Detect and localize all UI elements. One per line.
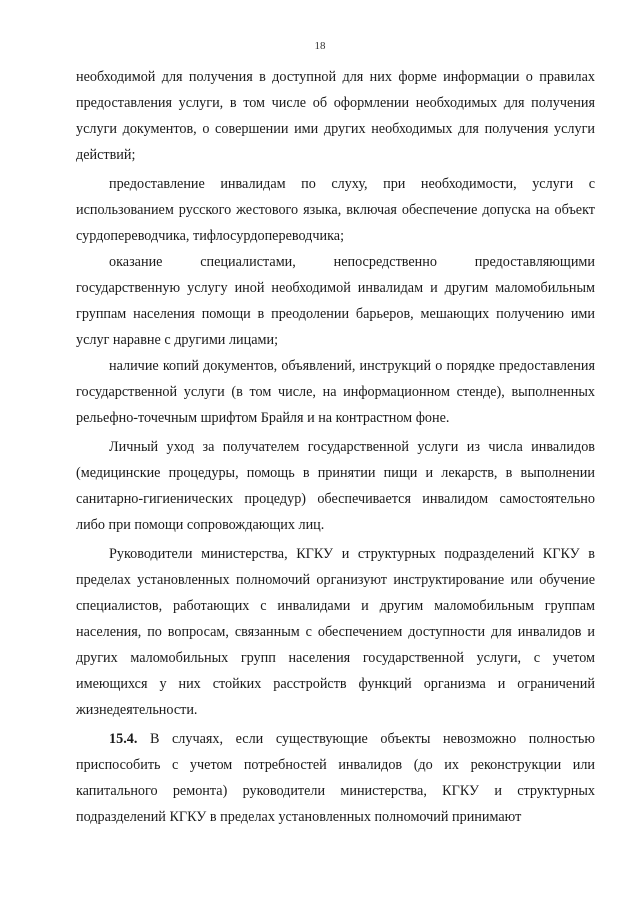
paragraph-staff-training: Руководители министерства, КГКУ и структурных подразделений КГКУ в пределах установленных полномочий организуют инструктирование или обучение специалистов, работающих с инвалидами и другим маломобильным группам населения, по вопросам, связанным с обеспечением доступности для инвалидов и других маломобильных групп населения государственной услуги, с учетом имеющихся у них стойких расстройств функций организма и ограничений жизнедеятельности. bbox=[76, 546, 595, 718]
document-body bbox=[76, 64, 595, 830]
section-number: 15.4. bbox=[109, 731, 138, 747]
paragraph-braille: наличие копий документов, объявлений, инструкций о порядке предоставления государственной услуги (в том числе, на информационном стенде), выполненных рельефно-точечным шрифтом Брайля и на контрастном фоне. bbox=[76, 358, 595, 426]
paragraph-assistance: оказание специалистами, непосредственно предоставляющими государственную услугу иной необходимой инвалидам и другим маломобильным группам населения помощи в преодолении барьеров, мешающих получению ими услуг наравне с другими лицами; bbox=[76, 254, 595, 348]
paragraph-continuation: необходимой для получения в доступной для них форме информации о правилах предоставления услуги, в том числе об оформлении необходимых для получения услуги документов, о совершении ими других необходимых для получения услуги действий; bbox=[76, 69, 595, 163]
paragraph-section-15-4 bbox=[76, 726, 595, 830]
paragraph-personal-care: Личный уход за получателем государственной услуги из числа инвалидов (медицинские процедуры, помощь в принятии пищи и лекарств, в выполнении санитарно-гигиенических процедур) обеспечивается инвалидом самостоятельно либо при помощи сопровождающих лиц. bbox=[76, 439, 595, 533]
paragraph-sign-language: предоставление инвалидам по слуху, при необходимости, услуги с использованием русского жестового языка, включая обеспечение допуска на объект сурдопереводчика, тифлосурдопереводчика; bbox=[76, 176, 595, 244]
page-number: 18 bbox=[314, 40, 326, 52]
section-text: В случаях, если существующие объекты невозможно полностью приспособить с учетом потребностей инвалидов (до их реконструкции или капитального ремонта) руководители министерства, КГКУ и структурных подразделений КГКУ в пределах установленных полномочий принимают bbox=[76, 731, 595, 825]
